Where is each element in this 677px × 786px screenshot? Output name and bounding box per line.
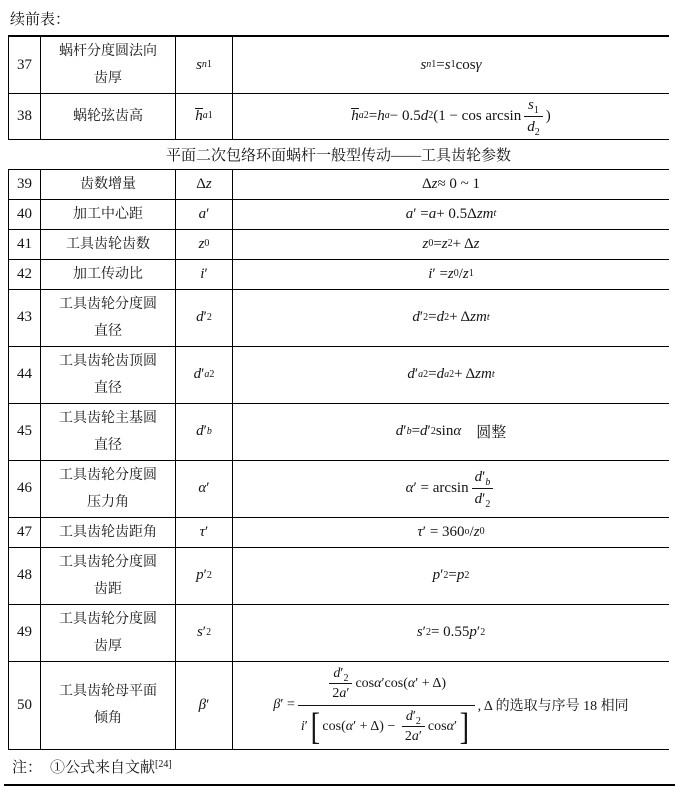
note-prefix: 注： xyxy=(12,759,43,776)
param-symbol: d ′ 2 xyxy=(176,290,233,346)
param-formula: Δ z ≈ 0 ~ 1 xyxy=(421,175,481,192)
table-row xyxy=(8,230,669,260)
param-name: 工具齿轮分度圆 压力角 xyxy=(41,461,176,517)
param-formula: τ ′ = 360 o / z 0 xyxy=(417,523,485,540)
param-formula: β ′ = $\frac{d'_2}{2a'}$ cosα′cos(α′ + Δ) i′[ cos(α′ + Δ) − $\frac{d'_2}{2a'}$ cosα′] , Δ 的选取与序号 18 相同 xyxy=(273,665,629,748)
param-name: 工具齿轮齿数 xyxy=(41,230,176,259)
table-note xyxy=(4,750,675,786)
row-number: 47 xyxy=(8,518,41,547)
param-symbol: β ′ xyxy=(176,662,233,749)
row-number: 42 xyxy=(8,260,41,289)
param-formula: i ′ = z 0 / z 1 xyxy=(428,265,474,282)
param-symbol: d ′ a2 xyxy=(176,347,233,403)
table-row xyxy=(8,605,669,662)
table-row xyxy=(8,94,669,140)
param-symbol: α ′ xyxy=(176,461,233,517)
param-name: 工具齿轮分度圆 直径 xyxy=(41,290,176,346)
table-row xyxy=(8,461,669,518)
param-name: 加工中心距 xyxy=(41,200,176,229)
row-number: 48 xyxy=(8,548,41,604)
param-name: 工具齿轮齿距角 xyxy=(41,518,176,547)
param-symbol: i ′ xyxy=(176,260,233,289)
table-row xyxy=(8,290,669,347)
row-number: 45 xyxy=(8,404,41,460)
table-row xyxy=(8,37,669,94)
param-name: 工具齿轮分度圆 齿距 xyxy=(41,548,176,604)
param-formula: s ′ 2 = 0.55 p ′ 2 xyxy=(416,624,486,640)
param-name: 工具齿轮母平面 倾角 xyxy=(41,662,176,749)
param-formula: a ′ = a + 0.5Δ zm t xyxy=(405,205,497,222)
table-row xyxy=(8,518,669,548)
table-row xyxy=(8,260,669,290)
note-text: ①公式来自文献[24] xyxy=(50,758,172,776)
table-row xyxy=(8,200,669,230)
param-symbol: z 0 xyxy=(176,230,233,259)
table-row xyxy=(8,347,669,404)
row-number: 41 xyxy=(8,230,41,259)
param-symbol: p ′ 2 xyxy=(176,548,233,604)
row-number: 40 xyxy=(8,200,41,229)
row-number: 50 xyxy=(8,662,41,749)
param-formula: p ′ 2 = p 2 xyxy=(432,567,470,583)
param-formula: d ′ 2 = d 2 + Δ zm t xyxy=(412,309,490,325)
param-name: 蜗轮弦齿高 xyxy=(41,94,176,139)
row-number: 46 xyxy=(8,461,41,517)
param-symbol: d ′ b xyxy=(176,404,233,460)
param-name: 齿数增量 xyxy=(41,170,176,199)
section-header: 平面二次包络环面蜗杆一般型传动——工具齿轮参数 xyxy=(8,140,669,170)
param-symbol: h a1 xyxy=(176,94,233,139)
param-symbol: s ′ 2 xyxy=(176,605,233,661)
row-number: 49 xyxy=(8,605,41,661)
table-row xyxy=(8,170,669,200)
parameter-table xyxy=(8,35,669,750)
param-name: 工具齿轮齿顶圆 直径 xyxy=(41,347,176,403)
param-name: 蜗杆分度圆法向 齿厚 xyxy=(41,37,176,93)
table-row xyxy=(8,548,669,605)
table-rows-part2 xyxy=(8,170,669,750)
param-name: 加工传动比 xyxy=(41,260,176,289)
table-rows-part1 xyxy=(8,37,669,140)
param-symbol: a ′ xyxy=(176,200,233,229)
row-number: 37 xyxy=(8,37,41,93)
row-number: 39 xyxy=(8,170,41,199)
continued-table-label: 续前表： xyxy=(10,12,71,28)
table-row xyxy=(8,404,669,461)
table-row xyxy=(8,662,669,750)
param-formula: z 0 = z 2 + Δ z xyxy=(422,235,480,252)
row-number: 38 xyxy=(8,94,41,139)
param-name: 工具齿轮分度圆 齿厚 xyxy=(41,605,176,661)
param-formula: d ′ a2 = d a2 + Δ zm t xyxy=(407,366,495,382)
param-formula: h a2 = h a − 0.5 d 2 (1 − cos arcsin $s_1$ $d_2$ ) xyxy=(351,97,551,138)
param-symbol: s n1 xyxy=(176,37,233,93)
param-formula: s n1 = s 1 cos γ xyxy=(420,56,482,73)
row-number: 43 xyxy=(8,290,41,346)
param-formula: d ′ b = d ′ 2 sin α 圆整 xyxy=(395,423,507,441)
param-name: 工具齿轮主基圆 直径 xyxy=(41,404,176,460)
param-formula: α ′ = arcsin $d'_b$ $d'_2$ xyxy=(233,461,669,517)
param-symbol: τ ′ xyxy=(176,518,233,547)
row-number: 44 xyxy=(8,347,41,403)
param-symbol: Δ z xyxy=(176,170,233,199)
